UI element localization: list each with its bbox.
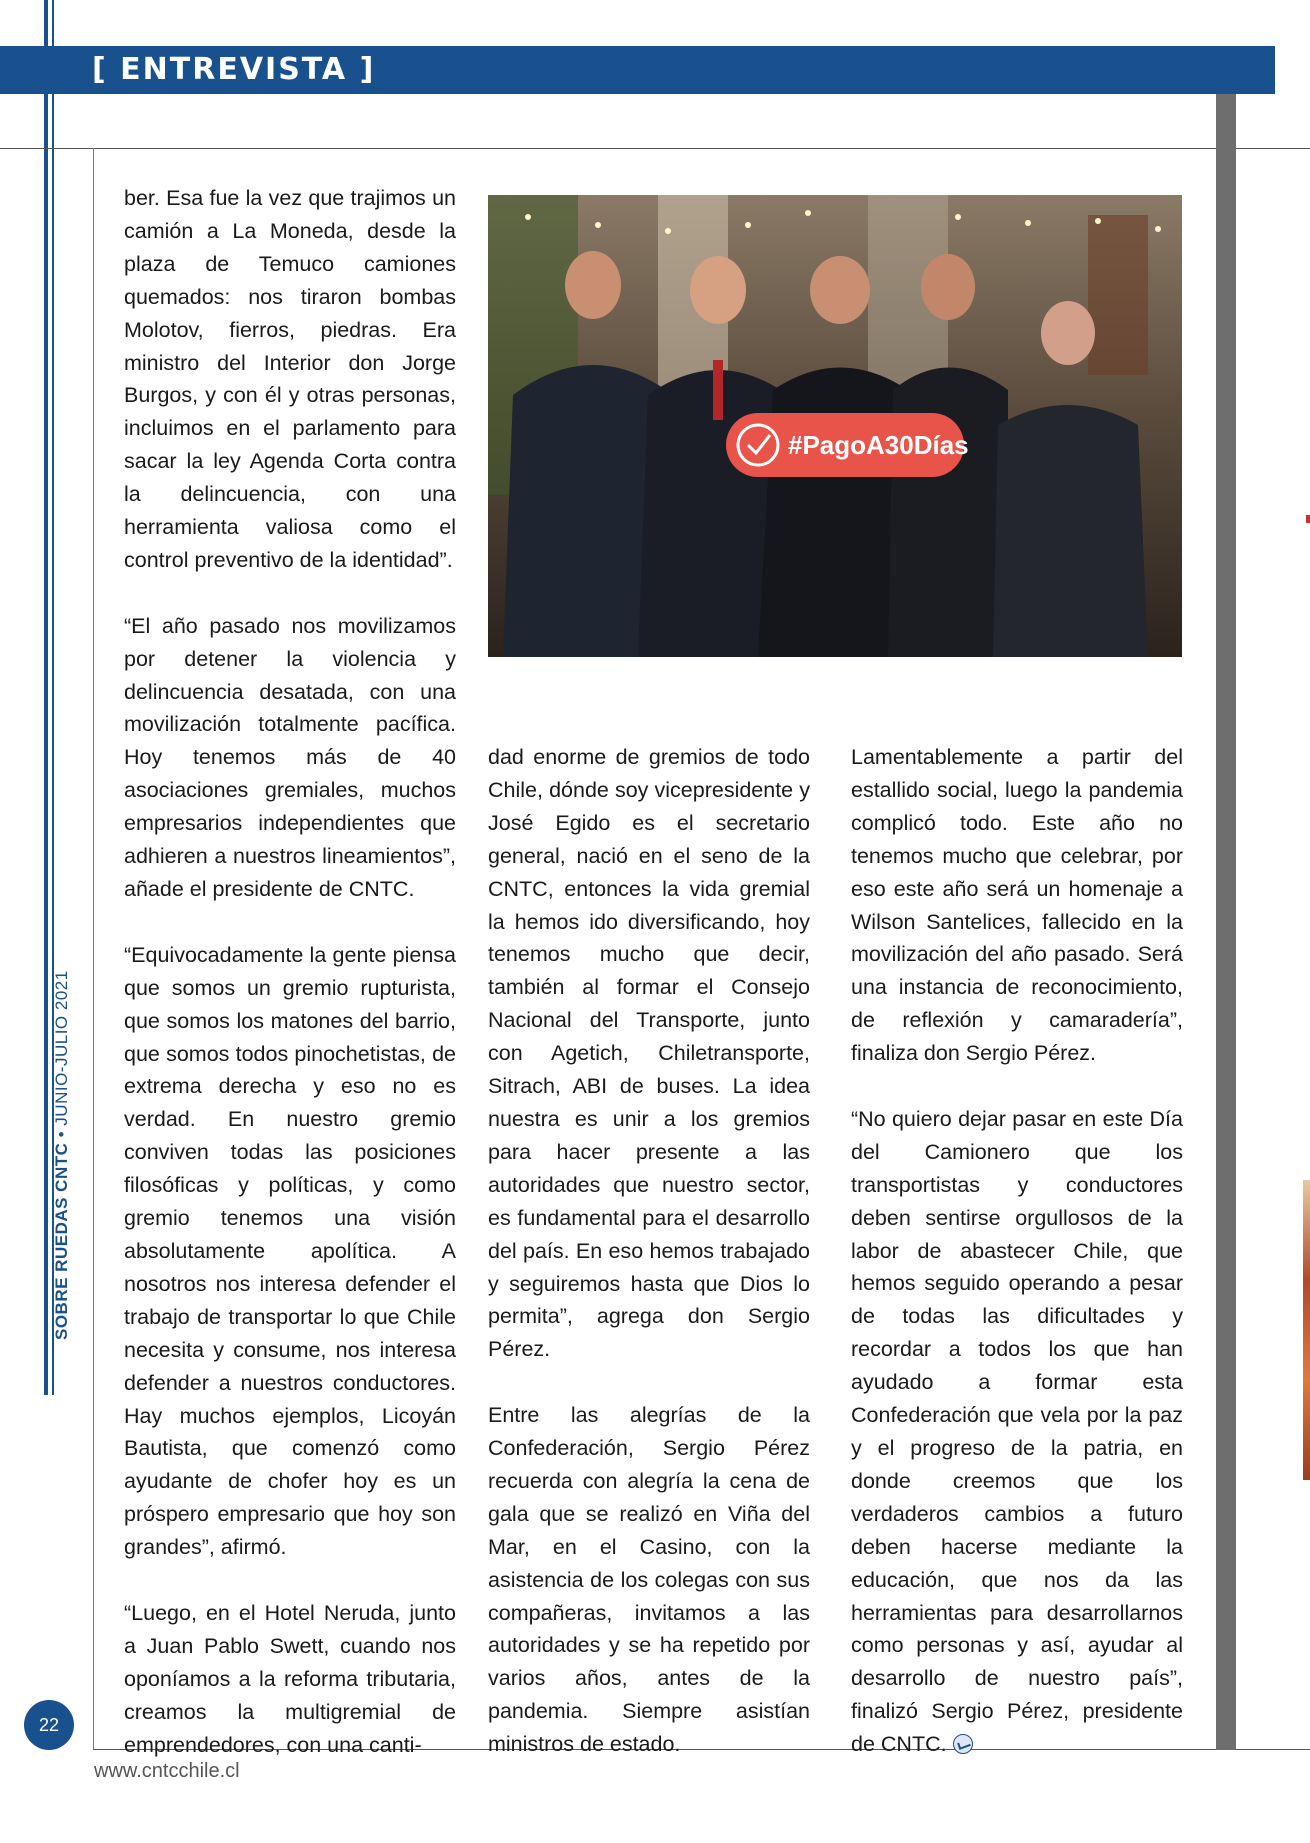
group-photo [488,195,1182,657]
sign-text: #PagoA30Días [788,430,969,460]
paragraph: Lamentablemente a partir del estallido social, luego la pandemia complicó todo. Este año no tenemos mucho que celebrar, por eso este año será un homenaje a Wilson Santelices, fallecido en la movilización del año pasado. Será una instancia de reconocimiento, de reflexión y camaradería”, finaliza don Sergio Pérez. [851,745,1183,1066]
paragraph: Entre las alegrías de la Confederación, Sergio Pérez recuerda con alegría la cena de gala que se realizó en Viña del Mar, en el Casino, con la asistencia de los colegas con sus compañeras, invitamos a las autoridades y se ha repetido por varios años, antes de la pandemia. Siempre asistían ministros de estado. [488,1403,810,1757]
closing-paragraph-text: “No quiero dejar pasar en este Día del Camionero que los transportistas y conductores deben sentirse orgullosos de la labor de abastecer Chile, que hemos seguido operando a pesar de todas las dificultades y recordar a todos los que han ayudado a formar esta Confederación que vela por la paz y el progreso de la patria, en donde creemos que los verdaderos cambios a futuro deben hacerse mediante la educación, que nos da las herramientas para desarrollarnos como personas y así, ayudar al desarrollo de nuestro país”, finalizó Sergio Pérez, presidente de CNTC. [851,1106,1183,1757]
page-number: 22 [24,1700,74,1750]
publication-name: SOBRE RUEDAS CNTC [52,1142,71,1340]
paragraph [851,1103,1183,1761]
right-gray-bar [1216,94,1236,1750]
paragraph: “El año pasado nos movilizamos por detener la violencia y delincuencia desatada, con una movilización totalmente pacífica. Hoy tenemos más de 40 asociaciones gremiales, muchos empresarios independientes que adhieren a nuestros lineamientos”, añade el presidente de CNTC. [124,613,456,902]
left-rule-thick [44,0,48,1395]
text-column-1 [124,182,456,1761]
group-photo-illustration [488,195,1182,657]
adjacent-page-edge-image [1303,1180,1310,1480]
paragraph: “Luego, en el Hotel Neruda, junto a Juan Pablo Swett, cuando nos oponíamos a la reforma tributaria, creamos la multigremial de emprendedores, con una canti- [124,1600,456,1757]
text-column-2 [488,741,810,1761]
text-column-3 [851,741,1183,1761]
footer-url: www.cntcchile.cl [94,1760,240,1782]
frame-left-rule [93,148,94,1750]
section-title: [ ENTREVISTA ] [92,52,376,87]
frame-top-rule [0,148,1310,149]
issue-date: • JUNIO-JULIO 2021 [52,970,71,1143]
publication-sidebar [52,970,72,1340]
paragraph: dad enorme de gremios de todo Chile, dónde soy vicepresidente y José Egido es el secretario general, nació en el seno de la CNTC, entonces la vida gremial la hemos ido diversificando, hoy tenemos mucho que decir, también al formar el Consejo Nacional del Transporte, junto con Agetich, Chiletransporte, Sitrach, ABI de buses. La idea nuestra es unir a los gremios para hacer presente a las autoridades que nuestro sector, es fundamental para el desarrollo del país. En eso hemos trabajado y seguiremos hasta que Dios lo permita”, agrega don Sergio Pérez. [488,745,810,1362]
article-end-icon [953,1734,973,1754]
paragraph: “Equivocadamente la gente piensa que somos un gremio rupturista, que somos los matones del barrio, que somos todos pinochetistas, de extrema derecha y eso no es verdad. En nuestro gremio conviven todas las posiciones filosóficas y políticas, y como gremio tenemos una visión absolutamente apolítica. A nosotros nos interesa defender el trabajo de transportar lo que Chile necesita y consume, nos interesa defender a nuestros conductores. Hay muchos ejemplos, Licoyán Bautista, que comenzó como ayudante de chofer hoy es un próspero empresario que hoy son grandes”, afirmó. [124,942,456,1560]
paragraph: ber. Esa fue la vez que trajimos un camión a La Moneda, desde la plaza de Temuco camiones quemados: nos tiraron bombas Molotov, fierros, piedras. Era ministro del Interior don Jorge Burgos, y con él y otras personas, incluimos en el parlamento para sacar la ley Agenda Corta contra la delincuencia, con una herramienta valiosa como el control preventivo de la identidad”. [124,186,456,572]
adjacent-page-edge [1306,515,1310,523]
